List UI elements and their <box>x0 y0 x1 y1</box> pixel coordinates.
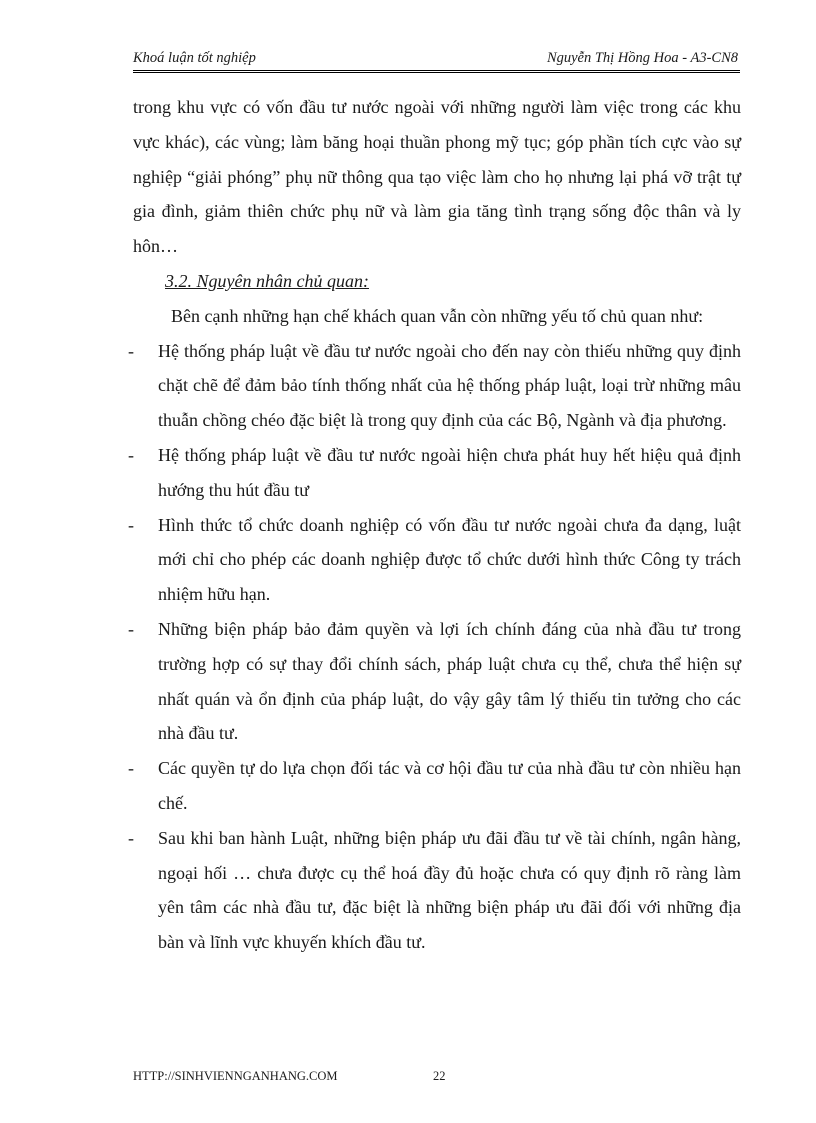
intro-paragraph: trong khu vực có vốn đầu tư nước ngoài với những người làm việc trong các khu vực khác), các vùng; làm băng hoại thuần phong mỹ tục; góp phần tích cực vào sự nghiệp “giải phóng” phụ nữ thông qua tạo việc làm cho họ nhưng lại phá vỡ trật tự gia đình, giảm thiên chức phụ nữ và làm gia tăng tình trạng sống độc thân và ly hôn… <box>133 97 741 257</box>
header-left-title: Khoá luận tốt nghiệp <box>133 50 256 66</box>
page-header <box>133 50 740 73</box>
bullet-dash: - <box>128 340 134 361</box>
body-text <box>128 90 741 960</box>
bullet-dash: - <box>128 827 134 848</box>
bullet-dash: - <box>128 758 134 779</box>
bullet-text: Hệ thống pháp luật về đầu tư nước ngoài hiện chưa phát huy hết hiệu quả định hướng thu hút đầu tư <box>158 444 741 500</box>
footer-url: HTTP://SINHVIENNGANHANG.COM <box>133 1069 338 1083</box>
lead-paragraph: Bên cạnh những hạn chế khách quan vẫn còn những yếu tố chủ quan như: <box>171 305 704 326</box>
bullet-list <box>128 334 741 960</box>
bullet-item <box>128 751 741 821</box>
page-number: 22 <box>433 1069 446 1083</box>
bullet-item <box>128 334 741 438</box>
bullet-text: Sau khi ban hành Luật, những biện pháp ưu đãi đầu tư về tài chính, ngân hàng, ngoại hối … chưa được cụ thể hoá đầy đủ hoặc chưa có quy định rõ ràng làm yên tâm các nhà đầu tư, đặc biệt là những biện pháp ưu đãi đối với những địa bàn và lĩnh vực khuyến khích đầu tư. <box>158 827 741 953</box>
bullet-item <box>128 508 741 612</box>
bullet-text: Những biện pháp bảo đảm quyền và lợi ích chính đáng của nhà đầu tư trong trường hợp có sự thay đổi chính sách, pháp luật chưa cụ thể, chưa thể hiện sự nhất quán và ổn định của pháp luật, do vậy gây tâm lý thiếu tin tưởng cho các nhà đầu tư. <box>158 618 741 744</box>
bullet-text: Hệ thống pháp luật về đầu tư nước ngoài cho đến nay còn thiếu những quy định chặt chẽ để đảm bảo tính thống nhất của hệ thống pháp luật, loại trừ những mâu thuẫn chồng chéo đặc biệt là trong quy định của các Bộ, Ngành và địa phương. <box>158 340 741 431</box>
bullet-item <box>128 612 741 751</box>
bullet-text: Hình thức tổ chức doanh nghiệp có vốn đầu tư nước ngoài chưa đa dạng, luật mới chỉ cho phép các doanh nghiệp được tổ chức dưới hình thức Công ty trách nhiệm hữu hạn. <box>158 514 741 605</box>
section-heading: 3.2. Nguyên nhân chủ quan: <box>165 270 369 291</box>
header-right-author: Nguyễn Thị Hồng Hoa - A3-CN8 <box>546 50 738 66</box>
bullet-item <box>128 821 741 960</box>
bullet-item <box>128 438 741 508</box>
bullet-dash: - <box>128 618 134 639</box>
bullet-dash: - <box>128 514 134 535</box>
bullet-dash: - <box>128 444 134 465</box>
bullet-text: Các quyền tự do lựa chọn đối tác và cơ hội đầu tư của nhà đầu tư còn nhiều hạn chế. <box>158 758 741 813</box>
